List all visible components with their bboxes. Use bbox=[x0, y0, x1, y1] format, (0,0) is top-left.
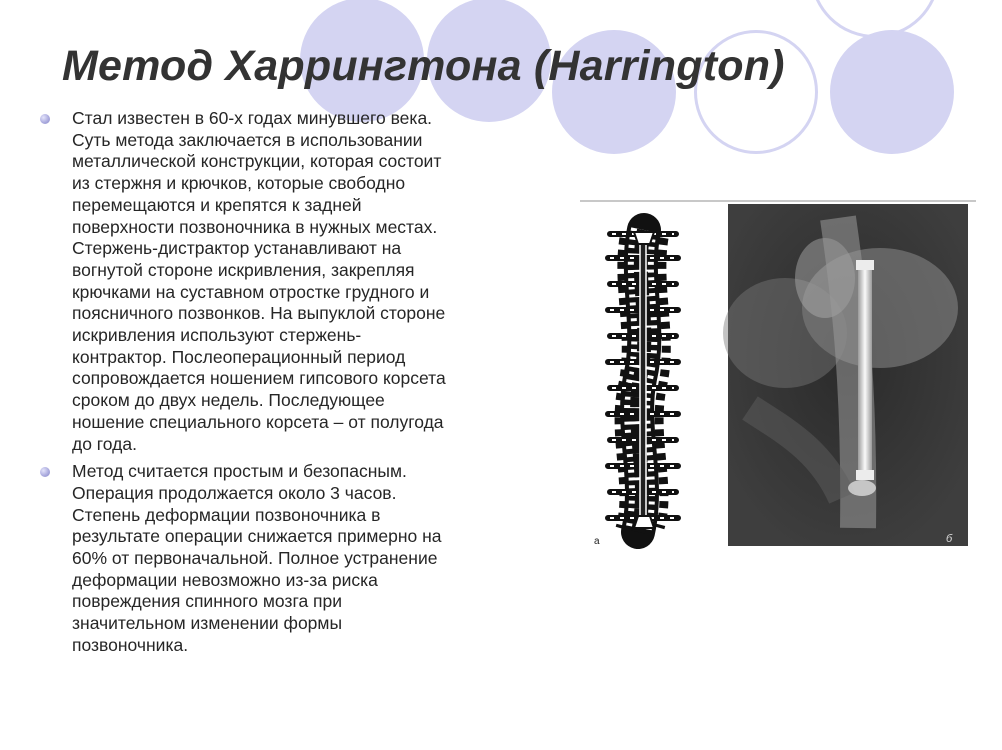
decor-circle-5 bbox=[830, 30, 954, 154]
harrington-rod-illustration bbox=[580, 198, 976, 550]
circle-bullet-icon bbox=[40, 467, 50, 477]
bullet-list bbox=[38, 108, 558, 663]
bullet-text: Стал известен в 60-х годах минувшего века. Суть метода заключается в использовании металлической конструкции, которая состоит из стержня и крючков, которые свободно перемещаются и крепятся к задней поверхности позвоночника в нужных местах. Стержень-дистрактор устанавливают на вогнутой стороне искривления, закрепляя крючками на суставном отростке грудного и поясничного позвонков. На выпуклой стороне искривления используют стержень- контрактор. Послеоперационный период сопровождается ношением гипсового корсета сроком до двух недель. Последующее ношение специального корсета – от полугода до года. bbox=[72, 108, 446, 454]
bullet-item-2 bbox=[38, 461, 558, 656]
bullet-text: Метод считается простым и безопасным. Операция продолжается около 3 часов. Степень деформации позвоночника в результате операции снижается примерно на 60% от первоначальной. Полное устранение деформации невозможно из-за риска повреждения спинного мозга при значительном изменении формы позвоночника. bbox=[72, 461, 442, 655]
circle-bullet-icon bbox=[40, 114, 50, 124]
figure-label-b: б bbox=[946, 533, 953, 545]
decor-ring-6 bbox=[810, 0, 940, 38]
bullet-item-1 bbox=[38, 108, 558, 455]
harrington-figure-svg bbox=[580, 198, 976, 550]
figure-label-a: a bbox=[594, 536, 600, 547]
slide-title: Метод Харрингтона (Harrington) bbox=[62, 42, 785, 90]
xray-image bbox=[723, 204, 968, 546]
